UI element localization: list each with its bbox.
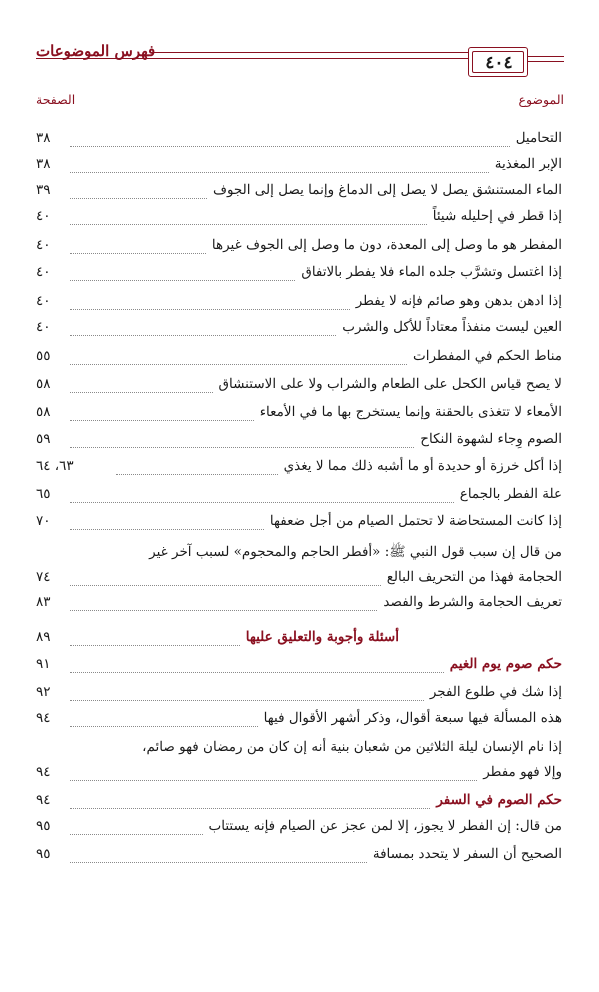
dot-leader: [70, 309, 350, 310]
entry-text: الأمعاء لا تتغذى بالحقنة وإنما يستخرج بها ما في الأمعاء: [259, 404, 562, 420]
entry-page-number: ٤٠: [36, 208, 51, 224]
entry-page-number: ٩٥: [36, 818, 51, 834]
entry-page-number: ٣٨: [36, 130, 51, 146]
page-number-box: [468, 47, 528, 77]
index-entry: [0, 374, 599, 398]
dot-leader: [70, 672, 444, 673]
dot-leader: [70, 808, 430, 809]
entry-text: مناط الحكم في المفطرات: [413, 348, 562, 364]
entry-text: علة الفطر بالجماع: [459, 486, 562, 502]
dot-leader: [70, 447, 414, 448]
dot-leader: [70, 280, 295, 281]
dot-leader: [70, 253, 206, 254]
entry-text: أسئلة وأجوبة والتعليق عليها: [245, 629, 399, 645]
dot-leader: [70, 529, 264, 530]
entry-text: إذا شك في طلوع الفجر: [429, 684, 562, 700]
entry-text: وإلا فهو مفطر: [483, 764, 562, 780]
index-entry: [0, 154, 599, 178]
entry-page-number: ٨٣: [36, 594, 51, 610]
index-entry: [0, 235, 599, 259]
entry-page-number: ٧٤: [36, 569, 51, 585]
dot-leader: [70, 198, 207, 199]
index-heading: [0, 627, 599, 651]
dot-leader: [70, 502, 454, 503]
index-entry: [0, 484, 599, 508]
entry-text: إذا اغتسل وتشرَّب جلده الماء فلا يفطر بالاتفاق: [301, 264, 562, 280]
running-header: [0, 30, 599, 86]
entry-text: إذا قطر في إحليله شيئاً: [432, 208, 562, 224]
entry-page-number: ٥٨: [36, 376, 51, 392]
column-header-page: الصفحة: [36, 92, 76, 107]
index-entry: [0, 180, 599, 204]
entry-text: حكم الصوم في السفر: [436, 792, 562, 808]
entry-page-number: ٤٠: [36, 264, 51, 280]
header-rule: [528, 61, 564, 62]
index-entry: [0, 128, 599, 152]
entry-text: إذا نام الإنسان ليلة الثلاثين من شعبان بنية أنه إن كان من رمضان فهو صائم،: [142, 739, 562, 755]
index-entry: [0, 844, 599, 868]
entry-page-number: ٨٩: [36, 629, 51, 645]
index-section-title: [0, 790, 599, 814]
index-entry: [0, 682, 599, 706]
entry-page-number: ٤٠: [36, 237, 51, 253]
header-rule: [36, 58, 468, 59]
entry-text: الصوم وِجاء لشهوة النكاح: [420, 431, 562, 447]
dot-leader: [70, 780, 477, 781]
entry-text: من قال إن سبب قول النبي ﷺ: «أفطر الحاجم والمحجوم» لسبب آخر غير: [149, 544, 562, 560]
index-entry: [0, 317, 599, 341]
entry-text: من قال: إن الفطر لا يجوز، إلا لمن عجز عن الصيام فإنه يستتاب: [208, 818, 562, 834]
dot-leader: [70, 585, 381, 586]
entry-page-number: ٥٩: [36, 431, 51, 447]
index-entry: [0, 762, 599, 786]
entry-text: إذا كانت المستحاضة لا تحتمل الصيام من أجل ضعفها: [269, 513, 562, 529]
entry-page-number: ٣٩: [36, 182, 51, 198]
dot-leader: [70, 335, 336, 336]
index-entry: [0, 737, 599, 761]
entry-text: المفطر هو ما وصل إلى المعدة، دون ما وصل إلى الجوف غيرها: [211, 237, 562, 253]
entry-page-number: ٦٣، ٦٤: [36, 458, 74, 474]
index-entry: [0, 429, 599, 453]
dot-leader: [116, 474, 278, 475]
column-header-topic: الموضوع: [518, 92, 564, 107]
entry-page-number: ٦٥: [36, 486, 51, 502]
dot-leader: [70, 224, 427, 225]
entry-page-number: ٥٨: [36, 404, 51, 420]
header-rule: [150, 52, 468, 53]
entry-text: حكم صوم يوم الغيم: [449, 656, 562, 672]
index-entry: [0, 456, 599, 480]
index-entry: [0, 346, 599, 370]
dot-leader: [70, 392, 213, 393]
entry-page-number: ٩٤: [36, 710, 51, 726]
entry-page-number: ٧٠: [36, 513, 51, 529]
dot-leader: [70, 726, 258, 727]
entry-page-number: ٩٤: [36, 792, 51, 808]
entry-page-number: ٥٥: [36, 348, 51, 364]
entry-text: إذا أكل خرزة أو حديدة أو ما أشبه ذلك مما لا يغذي: [283, 458, 562, 474]
entry-text: إذا ادهن بدهن وهو صائم فإنه لا يفطر: [355, 293, 562, 309]
dot-leader: [70, 420, 254, 421]
entry-page-number: ٩١: [36, 656, 51, 672]
entry-page-number: ٤٠: [36, 293, 51, 309]
entry-text: العين ليست منفذاً معتاداً للأكل والشرب: [342, 319, 562, 335]
index-entry: [0, 511, 599, 535]
entry-page-number: ٤٠: [36, 319, 51, 335]
index-entry: [0, 402, 599, 426]
dot-leader: [70, 172, 489, 173]
index-section-title: [0, 654, 599, 678]
index-entry: [0, 262, 599, 286]
header-rule: [528, 56, 564, 57]
dot-leader: [70, 645, 240, 646]
index-entry: [0, 541, 599, 565]
page-number: ٤٠٤: [485, 53, 513, 73]
entry-text: الماء المستنشق يصل لا يصل إلى الدماغ وإنما يصل إلى الجوف: [212, 182, 562, 198]
entry-text: لا يصح قياس الكحل على الطعام والشراب ولا على الاستنشاق: [218, 376, 562, 392]
entry-page-number: ٩٢: [36, 684, 51, 700]
entry-text: هذه المسألة فيها سبعة أقوال، وذكر أشهر الأقوال فيها: [263, 710, 562, 726]
entry-page-number: ٣٨: [36, 156, 51, 172]
index-entry: [0, 708, 599, 732]
entry-page-number: ٩٤: [36, 764, 51, 780]
index-entry: [0, 567, 599, 591]
dot-leader: [70, 610, 377, 611]
index-entry: [0, 206, 599, 230]
index-entry: [0, 291, 599, 315]
entry-text: الحجامة فهذا من التحريف البالع: [386, 569, 562, 585]
index-entry: [0, 816, 599, 840]
entry-text: التحاميل: [515, 130, 562, 146]
index-entry: [0, 592, 599, 616]
dot-leader: [70, 364, 407, 365]
entry-text: الصحيح أن السفر لا يتحدد بمسافة: [372, 846, 562, 862]
header-title: فهرس الموضوعات: [36, 42, 156, 60]
dot-leader: [70, 700, 424, 701]
dot-leader: [70, 146, 510, 147]
dot-leader: [70, 834, 203, 835]
entry-page-number: ٩٥: [36, 846, 51, 862]
entry-text: تعريف الحجامة والشرط والفصد: [383, 594, 562, 610]
entry-text: الإبر المغذية: [494, 156, 562, 172]
dot-leader: [70, 862, 367, 863]
